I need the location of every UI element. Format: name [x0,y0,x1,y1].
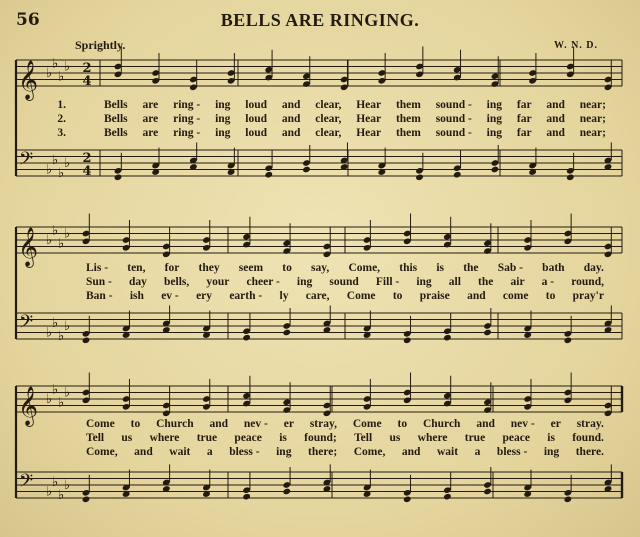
verse-number: 3. [57,127,66,139]
lyric-syllable: bath [542,262,565,274]
lyric-syllable: there. [575,446,604,458]
lyric-syllable: seem [238,262,264,274]
lyric-syllable: them [395,113,421,125]
flat-sign-icon: ♭ [58,328,65,344]
lyric-syllable: a [206,446,213,458]
lyric-syllable: us [121,432,133,444]
note-head [302,166,311,174]
flat-sign-icon: ♭ [58,236,65,252]
lyric-syllable: ring - [173,113,201,125]
lyric-line [86,446,604,459]
lyric-syllable: bless - [496,446,528,458]
lyric-syllable: and [134,446,153,458]
lyric-line [86,262,604,275]
lyric-syllable: true [196,432,218,444]
flat-sign-icon: ♭ [46,325,53,341]
lyric-syllable: earth - [229,290,263,302]
lyric-syllable: Hear [356,113,382,125]
treble-clef-icon: 𝄞 [18,227,39,267]
verse-number: 1. [57,99,66,111]
lyric-syllable: and [281,99,301,111]
flat-sign-icon: ♭ [64,156,71,171]
lyric-syllable: the [463,262,479,274]
lyric-syllable: ish [129,290,144,302]
lyric-syllable: is [279,432,287,444]
lyric-syllable: and [467,290,486,302]
lyric-syllable: Come, [86,446,118,458]
lyric-syllable: nev - [243,418,268,430]
flat-sign-icon: ♭ [52,474,59,490]
lyric-syllable: a [474,446,481,458]
lyric-line [86,290,604,303]
lyric-syllable: loud [245,127,268,139]
song-title: BELLS ARE RINGING. [220,10,420,30]
lyric-syllable: loud [245,113,268,125]
lyric-syllable: say, [311,262,330,274]
lyric-syllable: ring - [173,127,201,139]
lyric-syllable: day [129,276,147,288]
note-head [403,496,412,504]
note-head [566,174,575,182]
lyric-syllable: Lis - [86,262,109,274]
lyric-syllable: and [546,99,565,111]
lyric-syllable: ing [486,99,503,111]
lyric-syllable: found. [572,432,604,444]
lyric-syllable: bless - [229,446,260,458]
lyric-syllable: Church [156,418,194,430]
lyric-syllable: sound - [435,113,472,125]
note-head [264,171,273,179]
note-head [415,174,424,182]
flat-sign-icon: ♭ [52,382,59,398]
note-head [564,496,573,504]
lyric-syllable: they [198,262,220,274]
flat-sign-icon: ♭ [46,66,53,81]
lyric-syllable: ing [296,276,313,288]
lyric-syllable: your [206,276,230,288]
lyric-syllable: Fill - [375,276,400,288]
lyric-syllable: is [547,432,555,444]
lyric-syllable: and [401,446,421,458]
lyric-syllable: and [546,113,565,125]
lyric-syllable: Bells [104,99,128,111]
lyric-syllable: to [545,290,556,302]
time-signature-bottom: 4 [82,74,92,89]
lyric-syllable: pray'r [572,290,604,302]
lyric-syllable: Come [352,418,382,430]
note-head [443,493,452,501]
lyric-syllable: stray. [576,418,604,430]
lyric-syllable: stray, [309,418,337,430]
time-signature-top: 2 [82,61,92,76]
lyric-syllable: ly [279,290,289,302]
flat-sign-icon: ♭ [58,395,65,411]
lyric-syllable: loud [245,99,268,111]
time-signature-bottom: 4 [82,164,92,179]
lyric-syllable: Bells [104,113,128,125]
lyric-line [104,99,606,112]
lyric-syllable: clear, [315,99,342,111]
flat-sign-icon: ♭ [64,319,71,334]
lyric-syllable: Come [86,418,115,430]
lyric-syllable: Come, [353,446,386,458]
lyric-syllable: ing [416,276,432,288]
lyric-syllable: Come, [348,262,381,274]
lyric-syllable: is [436,262,445,274]
lyric-syllable: peace [234,432,262,444]
note-head [491,166,500,174]
lyric-syllable: to [282,262,292,274]
lyric-syllable: Hear [356,99,382,111]
lyric-syllable: air [510,276,525,288]
flat-sign-icon: ♭ [46,233,53,248]
flat-sign-icon: ♭ [52,315,59,331]
lyric-syllable: near; [579,113,606,125]
verse-number: 2. [57,113,66,125]
lyric-syllable: the [478,276,494,288]
lyric-syllable: er [283,418,294,430]
lyric-syllable: are [142,99,159,111]
lyric-syllable: them [395,99,421,111]
lyric-syllable: us [389,432,401,444]
lyric-syllable: near; [579,127,606,139]
composer-initials: W. N. D. [554,40,599,51]
lyric-syllable: day. [583,262,604,274]
lyric-syllable: near; [579,99,606,111]
lyric-syllable: ing [543,446,560,458]
lyric-syllable: Church [422,418,461,430]
flat-sign-icon: ♭ [64,59,71,75]
lyric-syllable: round, [571,276,604,288]
lyric-syllable: sound - [435,127,472,139]
lyric-syllable: all [448,276,461,288]
note-head [483,329,492,337]
lyric-syllable: to [392,290,403,302]
note-head [242,493,251,501]
lyric-line [104,127,606,140]
lyric-syllable: and [476,418,495,430]
lyric-syllable: ery [196,290,213,302]
lyric-syllable: Sun - [86,276,112,288]
lyric-syllable: Ban - [86,290,113,302]
flat-sign-icon: ♭ [58,165,65,181]
bass-clef-icon: 𝄢 [19,149,34,174]
lyric-syllable: for [164,262,180,274]
lyric-line [86,276,604,289]
flat-sign-icon: ♭ [58,487,65,503]
lyric-syllable: this [399,262,418,274]
lyric-syllable: ten, [127,262,146,274]
lyric-syllable: ing [486,113,503,125]
lyric-syllable: bells, [164,276,190,288]
lyric-syllable: where [417,432,448,444]
note-head [483,488,492,496]
lyric-syllable: nev - [510,418,535,430]
lyric-syllable: to [130,418,141,430]
lyric-syllable: far [516,99,532,111]
lyric-syllable: clear, [315,127,342,139]
flat-sign-icon: ♭ [64,385,71,401]
bass-clef-icon: 𝄢 [19,471,34,496]
lyric-syllable: to [397,418,408,430]
lyric-line [104,113,606,126]
flat-sign-icon: ♭ [58,69,65,85]
lyric-syllable: and [209,418,229,430]
note-head [242,334,251,342]
lyric-syllable: praise [419,290,450,302]
lyric-syllable: Sab - [497,262,523,274]
lyric-line [86,432,604,445]
flat-sign-icon: ♭ [46,392,53,407]
lyric-syllable: sound [329,276,359,288]
tempo-marking: Sprightly. [75,38,126,52]
lyric-syllable: ing [486,127,503,139]
lyric-syllable: Tell [86,432,105,444]
note-head [403,337,412,345]
lyric-syllable: and [281,127,301,139]
lyric-syllable: ring - [173,99,201,111]
note-head [443,334,452,342]
lyric-syllable: far [516,127,532,139]
flat-sign-icon: ♭ [52,152,59,168]
note-head [82,496,91,504]
note-head [564,337,573,345]
lyric-syllable: care, [305,290,330,302]
note-head [82,337,91,345]
page-number: 56 [16,10,40,30]
note-head [282,329,291,337]
lyric-syllable: them [395,127,421,139]
flat-sign-icon: ♭ [64,226,71,242]
treble-clef-icon: 𝄞 [18,60,39,100]
lyric-syllable: wait [169,446,191,458]
lyric-syllable: Hear [356,127,382,139]
note-head [453,171,462,179]
lyric-syllable: true [464,432,486,444]
lyric-syllable: are [142,113,159,125]
note-head [114,174,123,182]
lyric-syllable: Tell [354,432,373,444]
lyric-syllable: where [149,432,180,444]
time-signature-top: 2 [82,151,92,166]
lyric-syllable: cheer - [246,276,280,288]
lyric-syllable: a - [541,276,555,288]
lyric-syllable: there; [308,446,338,458]
flat-sign-icon: ♭ [46,162,53,178]
lyric-syllable: found; [304,432,337,444]
lyric-syllable: are [142,127,159,139]
treble-clef-icon: 𝄞 [18,386,39,426]
lyric-syllable: clear, [315,113,342,125]
bass-clef-icon: 𝄢 [19,312,34,337]
flat-sign-icon: ♭ [52,56,59,72]
flat-sign-icon: ♭ [52,223,59,239]
lyric-syllable: sound - [435,99,472,111]
lyric-syllable: peace [502,432,530,444]
lyric-line [86,418,604,431]
lyric-syllable: ing [215,127,231,139]
lyric-syllable: ing [215,113,231,125]
lyric-syllable: come [502,290,529,302]
note-head [282,488,291,496]
lyric-syllable: ing [276,446,292,458]
lyric-syllable: wait [436,446,459,458]
lyric-syllable: Come [346,290,376,302]
lyric-syllable: Bells [104,127,128,139]
lyric-syllable: ing [215,99,231,111]
lyric-syllable: and [546,127,565,139]
lyric-syllable: ev - [161,290,179,302]
lyric-syllable: er [550,418,561,430]
flat-sign-icon: ♭ [46,484,53,500]
lyric-syllable: and [281,113,301,125]
lyric-syllable: far [516,113,532,125]
flat-sign-icon: ♭ [64,478,71,493]
